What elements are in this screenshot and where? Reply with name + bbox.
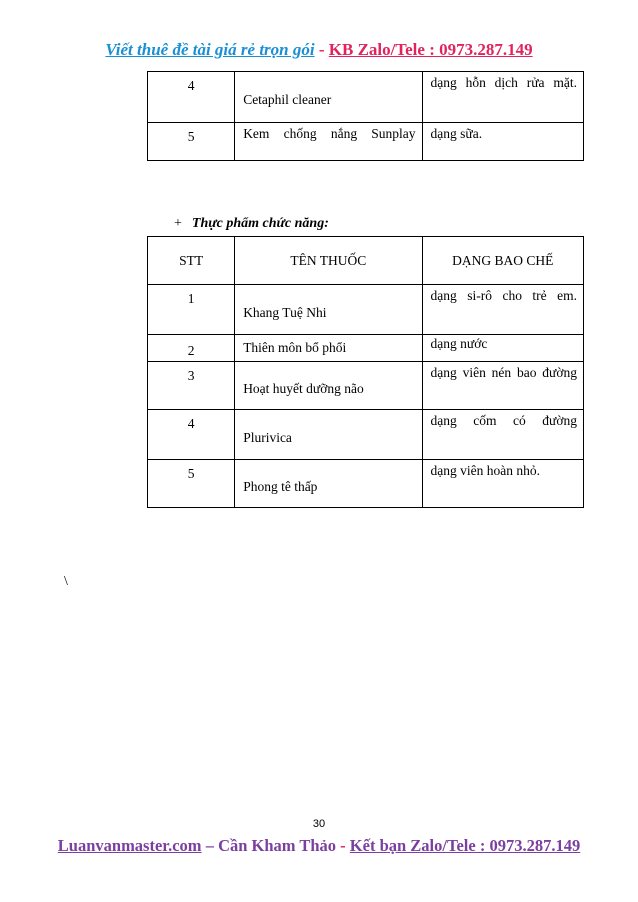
footer-author: Cần Kham Thảo	[218, 836, 337, 855]
row-stt: 5	[148, 460, 235, 508]
bullet-plus: +	[174, 216, 182, 231]
row-name: Thiên môn bổ phổi	[235, 335, 422, 362]
footer-contact-link[interactable]: Kết bạn Zalo/Tele : 0973.287.149	[349, 836, 581, 855]
section-heading	[174, 216, 329, 232]
row-stt: 3	[148, 362, 235, 410]
row-stt: 4	[148, 410, 235, 460]
row-form: dạng si-rô cho trẻ em.	[422, 285, 583, 335]
row-name: Plurivica	[235, 410, 422, 460]
table-row	[148, 123, 584, 161]
row-form: dạng sữa.	[422, 123, 583, 161]
header-form: DẠNG BAO CHẾ	[422, 237, 583, 285]
row-form: dạng cốm có đường	[422, 410, 583, 460]
page-header	[0, 40, 638, 60]
page-number: 30	[312, 818, 326, 830]
functional-food-table	[147, 236, 584, 508]
row-name: Kem chống nắng Sunplay	[235, 123, 422, 161]
table-row	[148, 362, 584, 410]
header-contact-link[interactable]: KB Zalo/Tele : 0973.287.149	[328, 40, 533, 59]
row-stt: 5	[148, 123, 235, 161]
table-row	[148, 460, 584, 508]
table-row	[148, 72, 584, 123]
row-form: dạng hỗn dịch rửa mặt.	[422, 72, 583, 123]
row-stt: 1	[148, 285, 235, 335]
row-name: Cetaphil cleaner	[235, 72, 422, 123]
product-table-continued	[147, 71, 584, 161]
header-stt: STT	[148, 237, 235, 285]
footer-separator: -	[336, 836, 350, 855]
table-row	[148, 285, 584, 335]
table-header-row	[148, 237, 584, 285]
footer-site-link[interactable]: Luanvanmaster.com	[57, 836, 202, 855]
row-stt: 4	[148, 72, 235, 123]
row-name: Hoạt huyết dưỡng não	[235, 362, 422, 410]
header-service-link[interactable]: Viết thuê đề tài giá rẻ trọn gói	[105, 40, 315, 59]
row-form: dạng nước	[422, 335, 583, 362]
row-form: dạng viên hoàn nhỏ.	[422, 460, 583, 508]
table-row	[148, 410, 584, 460]
stray-mark: \	[64, 574, 68, 589]
row-name: Khang Tuệ Nhi	[235, 285, 422, 335]
row-form: dạng viên nén bao đường	[422, 362, 583, 410]
section-title: Thực phẩm chức năng:	[191, 216, 329, 231]
footer-dash: –	[201, 836, 219, 855]
page-footer	[0, 836, 638, 856]
header-separator: -	[314, 40, 329, 59]
table-row	[148, 335, 584, 362]
row-stt: 2	[148, 335, 235, 362]
row-name: Phong tê thấp	[235, 460, 422, 508]
header-name: TÊN THUỐC	[235, 237, 422, 285]
